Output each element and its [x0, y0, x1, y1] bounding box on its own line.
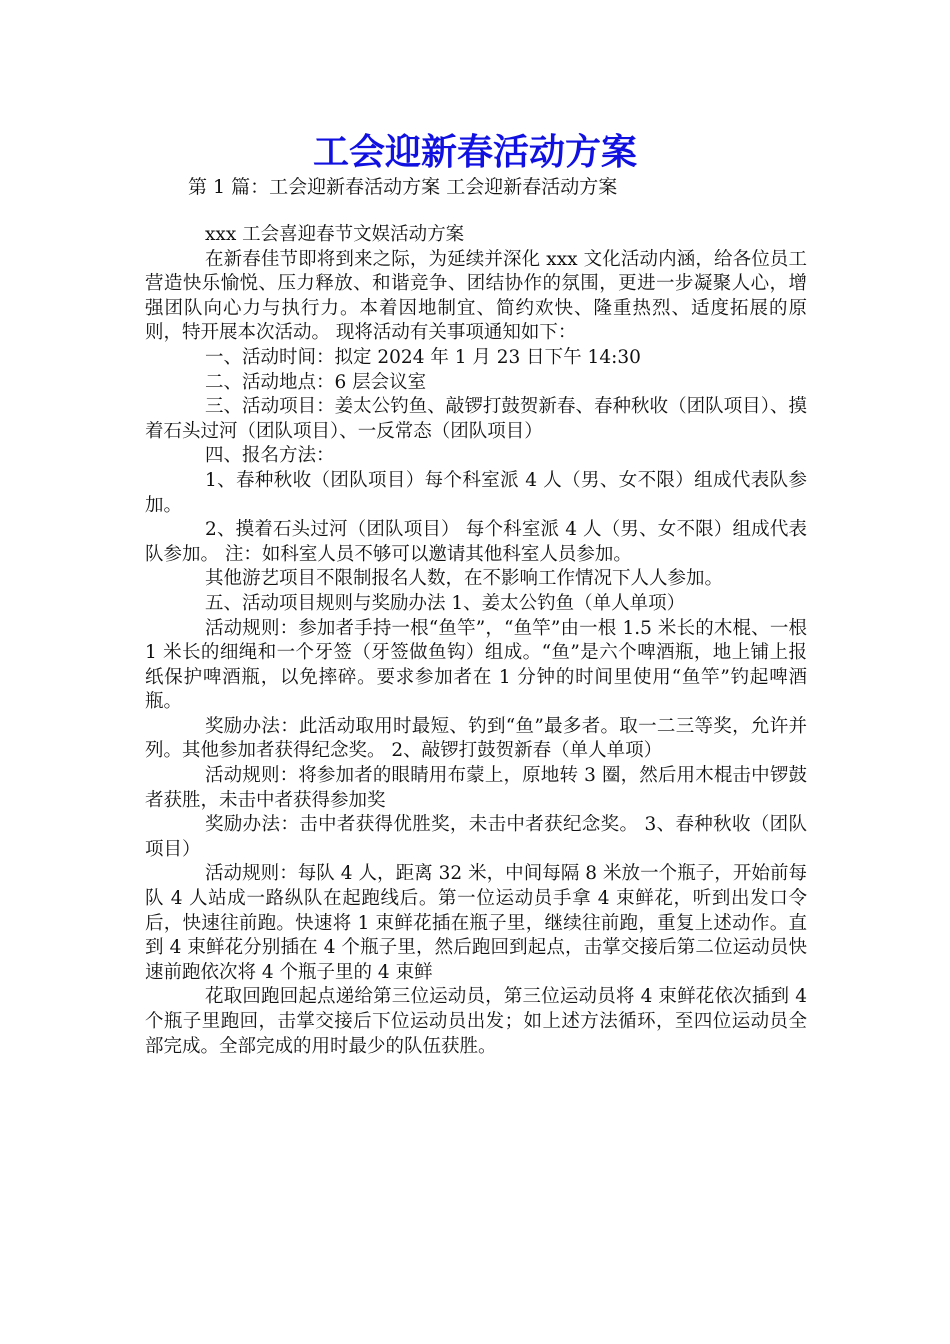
body-paragraph: 活动规则：每队 4 人，距离 32 米，中间每隔 8 米放一个瓶子，开始前每队 4 人站成一路纵队在起跑线后。第一位运动员手拿 4 束鲜花，听到出发口令后，快速往前跑。快速将 1 束鲜花插在瓶子里，继续往前跑，重复上述动作。直到 4 束鲜花分别插在 4 个瓶子里，然后跑回到起点，击掌交接后第二位运动员快速前跑依次将 4 个瓶子里的 4 束鲜	[145, 863, 807, 983]
body-paragraph: 活动规则：参加者手持一根“鱼竿”，“鱼竿”由一根 1.5 米长的木棍、一根 1 米长的细绳和一个牙签（牙签做鱼钩）组成。“鱼”是六个啤酒瓶，地上铺上报纸保护啤酒瓶，以免摔碎。要求参加者在 1 分钟的时间里使用“鱼竿”钓起啤酒瓶。	[145, 617, 807, 713]
body-paragraph: 其他游艺项目不限制报名人数，在不影响工作情况下人人参加。	[205, 568, 724, 590]
body-paragraph: 四、报名方法：	[205, 445, 335, 467]
body-paragraph: 活动规则：将参加者的眼睛用布蒙上，原地转 3 圈，然后用木棍击中锣鼓者获胜，未击中者获得参加奖	[145, 765, 807, 811]
body-paragraph: 1、春种秋收（团队项目）每个科室派 4 人（男、女不限）组成代表队参加。	[145, 469, 807, 516]
body-paragraph: 花取回跑回起点递给第三位运动员，第三位运动员将 4 束鲜花依次插到 4 个瓶子里跑回，击掌交接后下位运动员出发；如上述方法循环，至四位运动员全部完成。全部完成的用时最少的队伍获胜。	[145, 986, 807, 1057]
body-paragraph: 一、活动时间：拟定 2024 年 1 月 23 日下午 14:30	[205, 346, 641, 368]
document-subtitle: 第 1 篇：工会迎新春活动方案 工会迎新春活动方案	[188, 176, 618, 198]
document-body	[145, 223, 807, 1059]
body-paragraph: 二、活动地点：6 层会议室	[205, 371, 427, 393]
body-paragraph: 奖励办法：此活动取用时最短、钓到“鱼”最多者。取一二三等奖，允许并列。其他参加者获得纪念奖。 2、敲锣打鼓贺新春（单人单项）	[145, 715, 807, 762]
body-paragraph: 三、活动项目：姜太公钓鱼、敲锣打鼓贺新春、春种秋收（团队项目）、摸着石头过河（团队项目）、一反常态（团队项目）	[145, 396, 807, 442]
body-paragraph: xxx 工会喜迎春节文娱活动方案	[205, 224, 465, 245]
body-paragraph: 在新春佳节即将到来之际，为延续并深化 xxx 文化活动内涵，给各位员工营造快乐愉悦、压力释放、和谐竞争、团结协作的氛围，更进一步凝聚人心，增强团队向心力与执行力。本着因地制宜、简约欢快、隆重热烈、适度拓展的原则，特开展本次活动。 现将活动有关事项通知如下：	[145, 248, 807, 344]
body-paragraph: 2、摸着石头过河（团队项目） 每个科室派 4 人（男、女不限）组成代表队参加。 注：如科室人员不够可以邀请其他科室人员参加。	[145, 519, 807, 565]
body-paragraph: 五、活动项目规则与奖励办法 1、姜太公钓鱼（单人单项）	[205, 592, 686, 614]
document-title: 工会迎新春活动方案	[312, 131, 637, 173]
body-paragraph: 奖励办法：击中者获得优胜奖，未击中者获纪念奖。 3、春种秋收（团队项目）	[145, 814, 807, 860]
